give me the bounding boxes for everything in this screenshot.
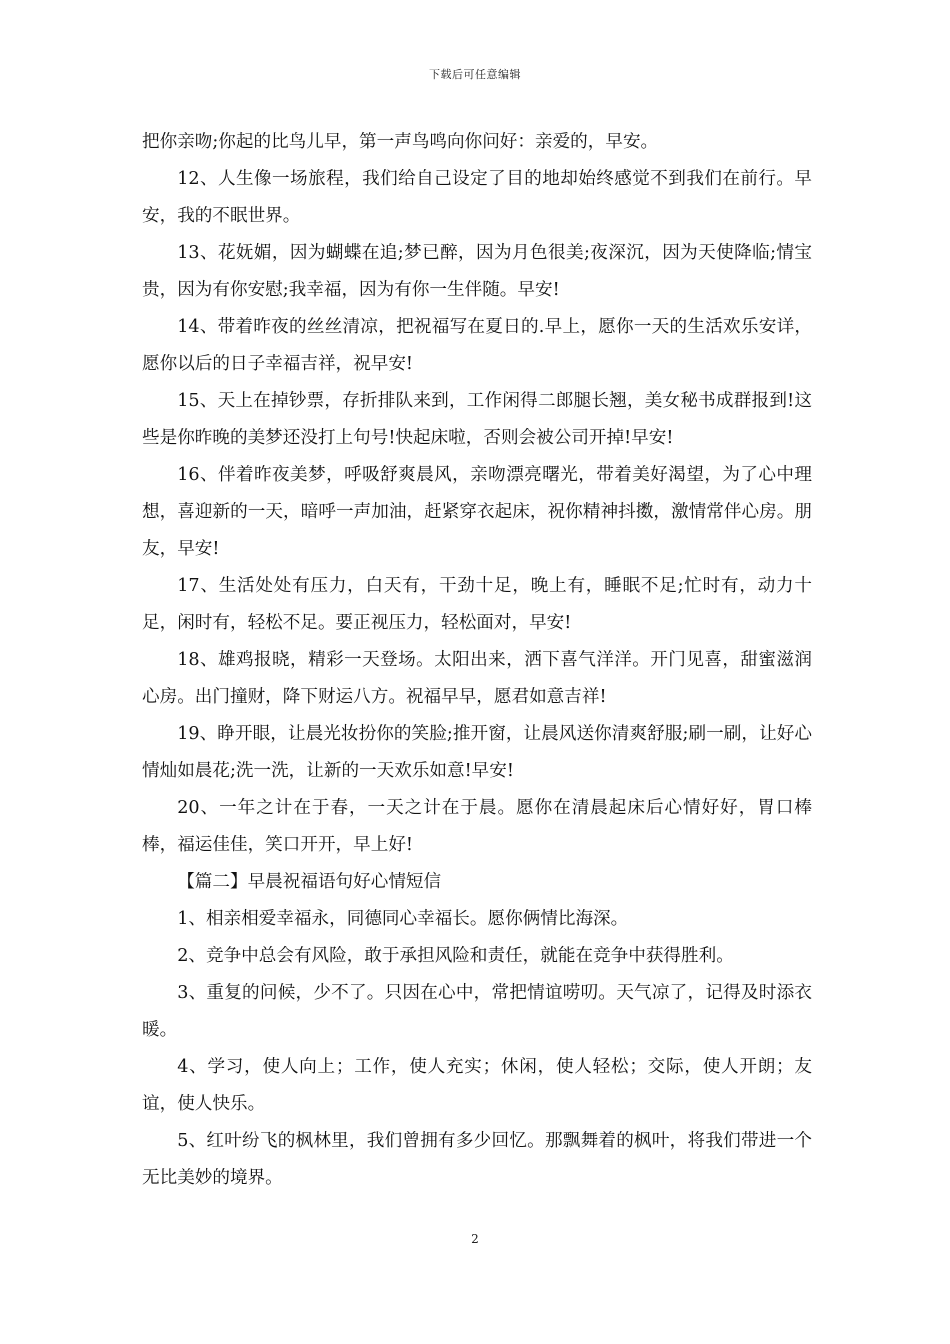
paragraph-item-18: 18、雄鸡报晓，精彩一天登场。太阳出来，洒下喜气洋洋。开门见喜，甜蜜滋润心房。出门撞财，降下财运八方。祝福早早，愿君如意吉祥!: [142, 650, 812, 707]
paragraph-item-2: 2、竞争中总会有风险，敢于承担风险和责任，就能在竞争中获得胜利。: [177, 946, 734, 966]
paragraph-item-12: 12、人生像一场旅程，我们给自己设定了目的地却始终感觉不到我们在前行。早安，我的不眠世界。: [142, 169, 812, 226]
paragraph-item-14: 14、带着昨夜的丝丝清凉，把祝福写在夏日的.早上，愿你一天的生活欢乐安详，愿你以后的日子幸福吉祥，祝早安!: [142, 317, 812, 374]
section-heading: 【篇二】早晨祝福语句好心情短信: [177, 872, 442, 892]
paragraph-item-5: 5、红叶纷飞的枫林里，我们曾拥有多少回忆。那飘舞着的枫叶，将我们带进一个无比美妙的境界。: [142, 1131, 812, 1188]
page-header: 下载后可任意编辑: [429, 68, 521, 81]
paragraph-item-3: 3、重复的问候，少不了。只因在心中，常把情谊唠叨。天气凉了，记得及时添衣暖。: [142, 983, 812, 1040]
paragraph-item-20: 20、一年之计在于春，一天之计在于晨。愿你在清晨起床后心情好好，胃口棒棒，福运佳佳，笑口开开，早上好!: [142, 798, 812, 855]
document-body: [142, 124, 812, 1197]
paragraph-item-17: 17、生活处处有压力，白天有，干劲十足，晚上有，睡眠不足;忙时有，动力十足，闲时有，轻松不足。要正视压力，轻松面对，早安!: [142, 576, 812, 633]
paragraph-item-4: 4、学习，使人向上；工作，使人充实；休闲，使人轻松；交际，使人开朗；友谊，使人快乐。: [142, 1057, 812, 1114]
page-number: 2: [471, 1232, 479, 1246]
paragraph-continuation: 把你亲吻;你起的比鸟儿早，第一声鸟鸣向你问好：亲爱的，早安。: [142, 132, 659, 152]
paragraph-item-1: 1、相亲相爱幸福永，同德同心幸福长。愿你俩情比海深。: [177, 909, 629, 929]
paragraph-item-15: 15、天上在掉钞票，存折排队来到，工作闲得二郎腿长翘，美女秘书成群报到!这些是你昨晚的美梦还没打上句号!快起床啦，否则会被公司开掉!早安!: [142, 391, 812, 448]
paragraph-item-19: 19、睁开眼，让晨光妆扮你的笑脸;推开窗，让晨风送你清爽舒服;刷一刷，让好心情灿如晨花;洗一洗，让新的一天欢乐如意!早安!: [142, 724, 812, 781]
paragraph-item-16: 16、伴着昨夜美梦，呼吸舒爽晨风，亲吻漂亮曙光，带着美好渴望，为了心中理想，喜迎新的一天，暗呼一声加油，赶紧穿衣起床，祝你精神抖擞，激情常伴心房。朋友，早安!: [142, 465, 812, 559]
paragraph-item-13: 13、花妩媚，因为蝴蝶在追;梦已醉，因为月色很美;夜深沉，因为天使降临;情宝贵，因为有你安慰;我幸福，因为有你一生伴随。早安!: [142, 243, 812, 300]
